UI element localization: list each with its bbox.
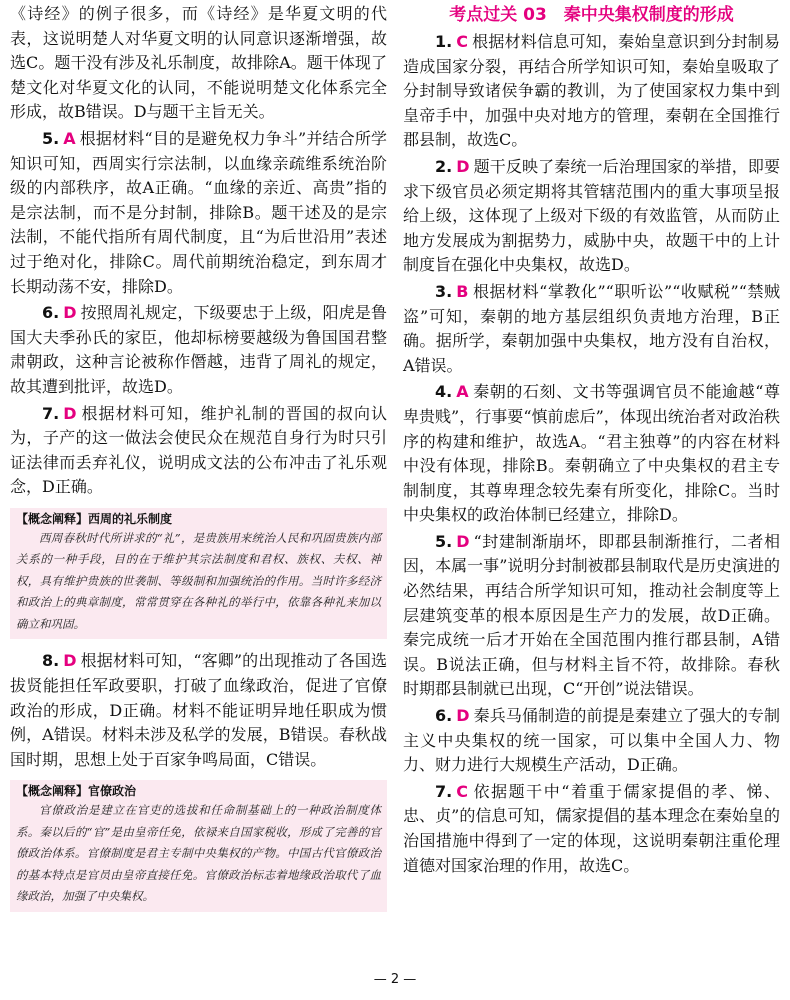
item-number: 6. [42, 303, 60, 323]
item-number: 5. [42, 128, 60, 148]
concept-box-body: 西周春秋时代所讲求的“礼”，是贵族用来统治人民和巩固贵族内部关系的一种手段，目的在于维护其宗法制度和君权、族权、夫权、神权，具有维护贵族的世袭制、等级制和加强统治的作用。当时许多经济和政治上的典章制度，常常贯穿在各种礼的举行中，依靠各种礼来加以确立和巩固。 [16, 530, 381, 631]
answer-item-7-right [403, 780, 780, 878]
item-number: 5. [435, 531, 453, 551]
answer-letter: D [63, 403, 77, 423]
item-text: 根据材料可知，维护礼制的晋国的叔向认为，子产的这一做法会使民众在规范自身行为时只引证法律而丢弃礼仪，说明成文法的公布冲击了礼乐观念，D正确。 [10, 403, 387, 497]
answer-letter: B [456, 281, 469, 301]
answer-item-8 [10, 649, 387, 772]
answer-item-2 [403, 155, 780, 278]
item-text: 秦兵马俑制造的前提是秦建立了强大的专制主义中央集权的统一国家，可以集中全国人力、物力、财力进行大规模生产活动，D正确。 [403, 706, 780, 775]
item-number: 7. [435, 781, 453, 801]
answer-letter: D [456, 156, 470, 176]
answer-item-5 [10, 127, 387, 299]
answer-letter: A [63, 128, 76, 148]
answer-letter: A [456, 382, 469, 402]
concept-box-bureaucracy [10, 780, 387, 912]
answer-item-7 [10, 402, 387, 500]
concept-box-title: 【概念阐释】西周的礼乐制度 [16, 511, 173, 526]
page-number: — 2 — [373, 972, 417, 987]
answer-item-5-right [403, 530, 780, 702]
answer-letter: C [456, 32, 468, 51]
item-number: 2. [435, 156, 453, 176]
answer-letter: D [63, 651, 77, 671]
concept-box-body: 官僚政治是建立在官吏的选拔和任命制基础上的一种政治制度体系。秦以后的“官”是由皇帝任免，依禄来自国家税收，形成了完善的官僚政治体系。官僚制度是君主专制中央集权的产物。中国古代官僚政治的基本特点是官员由皇帝直接任免。官僚政治标志着地缘政治取代了血缘政治，加强了中央集权。 [16, 803, 381, 904]
concept-box-title: 【概念阐释】官僚政治 [16, 784, 137, 799]
item-text: 根据材料信息可知，秦始皇意识到分封制易造成国家分裂，再结合所学知识可知，秦始皇吸取了分封制导致诸侯争霸的教训，为了使国家权力集中到皇帝手中，加强中央对地方的管理，秦朝在全国推行郡县制，故选C。 [403, 32, 780, 150]
answer-item-6-right [403, 704, 780, 778]
answer-item-3 [403, 280, 780, 378]
answer-letter: D [456, 531, 470, 551]
section-title: 考点过关 03 秦中央集权制度的形成 [449, 5, 734, 25]
answer-item-6 [10, 301, 387, 399]
item-number: 4. [435, 382, 453, 402]
answer-item-4 [403, 380, 780, 528]
item-number: 6. [435, 706, 453, 726]
item-text: 根据材料“目的是避免权力争斗”并结合所学知识可知，西周实行宗法制，以血缘亲疏维系统治阶级的内部秩序，故A正确。“血缘的亲近、高贵”指的是宗法制，而不是分封制，排除B。题干述及的是宗法制，不能代指所有周代制度，且“为后世沿用”表述过于绝对化，排除C。周代前期统治稳定，到东周才长期动荡不安，排除D。 [10, 128, 387, 296]
item-text: 秦朝的石刻、文书等强调官员不能逾越“尊卑贵贱”，行事要“慎前虑后”，体现出统治者对政治秩序的构建和维护，故选A。“君主独尊”的内容在材料中没有体现，排除B。秦朝确立了中央集权的君主专制制度，其尊卑理念较先秦有所变化，排除C。当时中央集权的政治体制已经建立，排除D。 [403, 382, 780, 525]
item-number: 8. [42, 651, 60, 671]
item-text: “封建制渐崩坏，即郡县制渐推行，二者相因，本属一事”说明分封制被郡县制取代是历史演进的必然结果，再结合所学知识可知，推动社会制度等上层建筑变革的根本原因是生产力的发展，故D正确。秦完成统一后才开始在全国范围内推行郡县制，A错误。B说法正确，但与材料主旨不符，故排除。春秋时期郡县制就已出现，C“开创”说法错误。 [403, 531, 780, 699]
item-text: 按照周礼规定，下级要忠于上级，阳虎是鲁国大夫季孙氏的家臣，他却标榜要越级为鲁国国君整肃朝政，这种言论被称作僭越，违背了周礼的规定，故其遭到批评，故选D。 [10, 303, 387, 396]
answer-letter: D [456, 706, 470, 726]
answer-item-1 [403, 30, 780, 153]
item-number: 1. [435, 32, 453, 51]
intro-paragraph: 《诗经》的例子很多，而《诗经》是华夏文明的代表，这说明楚人对华夏文明的认同意识逐渐增强，故选C。题干没有涉及礼乐制度，故排除A。题干体现了楚文化对华夏文化的认同，不能说明楚文化体系完全形成，故B错误。D与题干主旨无关。 [10, 4, 387, 122]
item-text: 根据材料可知，“客卿”的出现推动了各国选拔贤能担任军政要职，打破了血缘政治，促进了官僚政治的形成，D正确。材料不能证明异地任职成为惯例，A错误。材料未涉及私学的发展，B错误。春秋战国时期，思想上处于百家争鸣局面，C错误。 [10, 651, 387, 769]
answer-letter: C [456, 781, 468, 801]
right-column [403, 2, 780, 878]
item-number: 7. [42, 403, 60, 423]
item-number: 3. [435, 281, 453, 301]
item-text: 依据题干中“着重于儒家提倡的孝、悌、忠、贞”的信息可知，儒家提倡的基本理念在秦始皇的治国措施中得到了一定的体现，这说明秦朝注重伦理道德对国家治理的作用，故选C。 [403, 781, 780, 875]
concept-box-ritual-system [10, 508, 387, 640]
item-text: 题干反映了秦统一后治理国家的举措，即要求下级官员必须定期将其管辖范围内的重大事项呈报给上级，这体现了上级对下级的有效监管，从而防止地方发展成为割据势力，威胁中央，故题干中的上计制度旨在强化中央集权，故选D。 [403, 156, 780, 275]
item-text: 根据材料“掌教化”“职听讼”“收赋税”“禁贼盗”可知，秦朝的地方基层组织负责地方治理，B正确。据所学，秦朝加强中央集权，地方没有自治权，A错误。 [403, 281, 780, 375]
left-column [10, 2, 387, 922]
answer-letter: D [63, 303, 77, 323]
